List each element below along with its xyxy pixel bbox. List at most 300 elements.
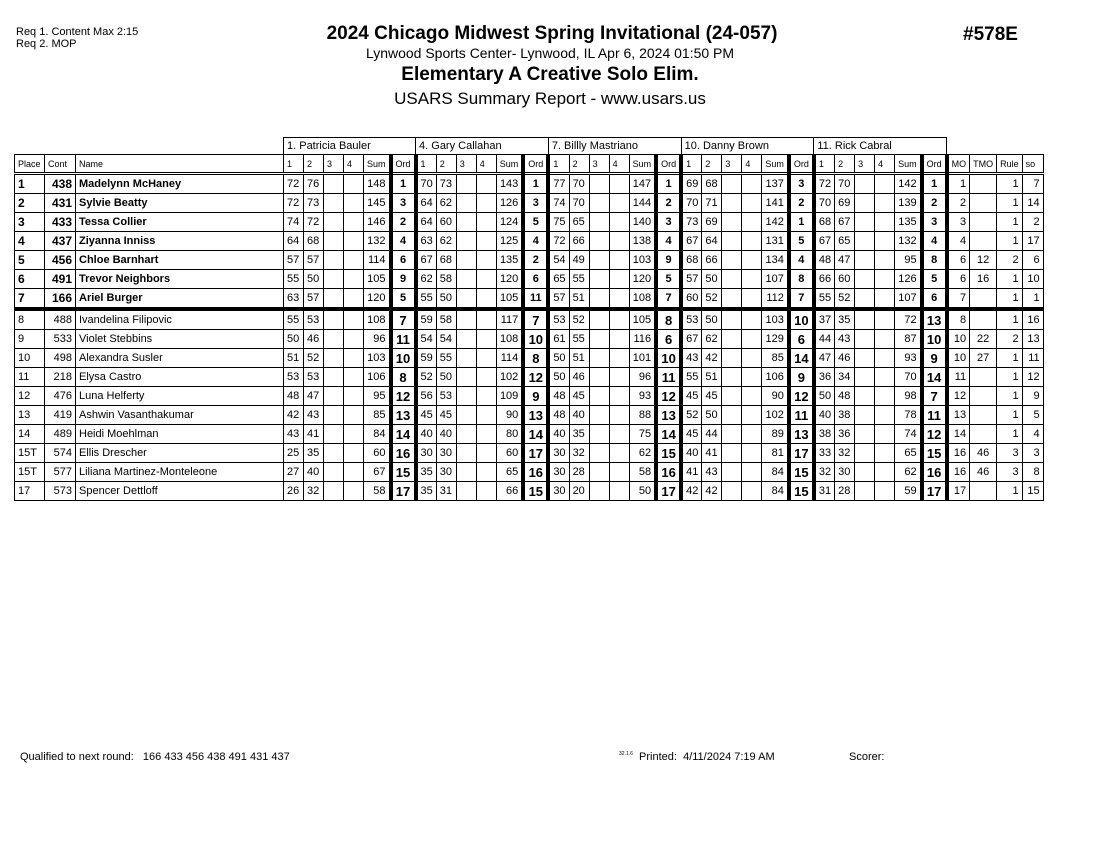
sum-cell: 134 xyxy=(762,251,789,270)
score-cell xyxy=(476,425,496,444)
score-cell: 54 xyxy=(436,330,456,349)
place-cell: 15T xyxy=(15,444,45,463)
mo-cell: 13 xyxy=(947,406,970,425)
cont-cell: 218 xyxy=(45,368,76,387)
judge-name: 1. Patricia Bauler xyxy=(284,138,416,155)
score-cell: 35 xyxy=(569,425,589,444)
score-cell: 20 xyxy=(569,482,589,501)
score-cell xyxy=(456,349,476,368)
mo-cell: 16 xyxy=(947,444,970,463)
col-header-score: Ord xyxy=(922,155,947,174)
score-cell xyxy=(589,482,609,501)
score-cell: 77 xyxy=(548,174,569,194)
ordinal-cell: 4 xyxy=(922,232,947,251)
sum-cell: 112 xyxy=(762,289,789,310)
ordinal-cell: 2 xyxy=(789,194,814,213)
score-cell: 52 xyxy=(416,368,437,387)
cont-cell: 166 xyxy=(45,289,76,310)
score-cell: 42 xyxy=(702,349,722,368)
name-cell: Madelynn McHaney xyxy=(76,174,284,194)
score-cell xyxy=(722,270,742,289)
score-cell: 41 xyxy=(304,425,324,444)
score-cell xyxy=(855,330,875,349)
place-cell: 3 xyxy=(15,213,45,232)
score-cell: 63 xyxy=(284,289,304,310)
score-cell: 42 xyxy=(702,482,722,501)
tmo-cell xyxy=(970,213,997,232)
rule-cell: 2 xyxy=(997,251,1023,270)
score-cell xyxy=(875,349,895,368)
so-cell: 6 xyxy=(1022,251,1043,270)
mo-cell: 1 xyxy=(947,174,970,194)
col-header-score: 3 xyxy=(324,155,344,174)
ordinal-cell: 17 xyxy=(922,482,947,501)
printed-line xyxy=(619,751,775,763)
score-cell xyxy=(742,368,762,387)
sum-cell: 135 xyxy=(496,251,523,270)
ordinal-cell: 12 xyxy=(656,387,681,406)
ordinal-cell: 17 xyxy=(523,444,548,463)
sum-cell: 62 xyxy=(895,463,922,482)
score-cell xyxy=(344,174,364,194)
score-cell xyxy=(609,251,629,270)
score-cell: 40 xyxy=(416,425,437,444)
score-cell xyxy=(476,174,496,194)
sum-cell: 124 xyxy=(496,213,523,232)
score-cell xyxy=(742,349,762,368)
score-cell xyxy=(609,444,629,463)
sum-cell: 88 xyxy=(629,406,656,425)
ordinal-cell: 5 xyxy=(523,213,548,232)
rule-cell: 1 xyxy=(997,174,1023,194)
score-cell: 25 xyxy=(284,444,304,463)
sum-cell: 65 xyxy=(895,444,922,463)
score-cell xyxy=(855,425,875,444)
sum-cell: 105 xyxy=(364,270,391,289)
score-cell: 50 xyxy=(284,330,304,349)
score-cell: 42 xyxy=(284,406,304,425)
col-header-score: 2 xyxy=(702,155,722,174)
ordinal-cell: 8 xyxy=(656,309,681,330)
score-cell: 52 xyxy=(702,289,722,310)
score-cell: 65 xyxy=(835,232,855,251)
score-cell: 51 xyxy=(569,349,589,368)
cont-cell: 574 xyxy=(45,444,76,463)
cont-cell: 433 xyxy=(45,213,76,232)
ordinal-cell: 4 xyxy=(523,232,548,251)
sum-cell: 120 xyxy=(364,289,391,310)
report-title: USARS Summary Report - www.usars.us xyxy=(394,89,706,108)
tmo-cell: 27 xyxy=(970,349,997,368)
ordinal-cell: 16 xyxy=(922,463,947,482)
score-cell: 42 xyxy=(681,482,702,501)
sum-cell: 60 xyxy=(364,444,391,463)
name-cell: Luna Helferty xyxy=(76,387,284,406)
score-cell: 43 xyxy=(835,330,855,349)
col-header-score: Sum xyxy=(364,155,391,174)
score-cell: 50 xyxy=(814,387,835,406)
score-cell xyxy=(875,232,895,251)
score-cell: 66 xyxy=(702,251,722,270)
score-cell xyxy=(476,463,496,482)
sum-cell: 95 xyxy=(364,387,391,406)
score-cell: 67 xyxy=(416,251,437,270)
sum-cell: 109 xyxy=(496,387,523,406)
table-row xyxy=(15,444,1044,463)
judge-header-row xyxy=(15,138,1044,155)
score-cell: 74 xyxy=(284,213,304,232)
score-cell: 52 xyxy=(835,289,855,310)
score-cell xyxy=(589,251,609,270)
tmo-cell: 12 xyxy=(970,251,997,270)
score-cell xyxy=(344,387,364,406)
sum-cell: 66 xyxy=(496,482,523,501)
score-cell xyxy=(324,368,344,387)
ordinal-cell: 16 xyxy=(391,444,416,463)
score-cell: 43 xyxy=(284,425,304,444)
score-cell xyxy=(855,368,875,387)
score-cell xyxy=(609,194,629,213)
so-cell: 16 xyxy=(1022,309,1043,330)
sum-cell: 107 xyxy=(895,289,922,310)
score-cell: 72 xyxy=(304,213,324,232)
ordinal-cell: 6 xyxy=(523,270,548,289)
col-header-score: 3 xyxy=(722,155,742,174)
results-table xyxy=(14,137,1044,501)
score-cell xyxy=(456,309,476,330)
score-cell xyxy=(456,289,476,310)
ordinal-cell: 3 xyxy=(656,213,681,232)
score-cell xyxy=(476,251,496,270)
score-cell: 45 xyxy=(569,387,589,406)
so-cell: 15 xyxy=(1022,482,1043,501)
score-cell xyxy=(476,406,496,425)
place-cell: 15T xyxy=(15,463,45,482)
so-cell: 4 xyxy=(1022,425,1043,444)
score-cell xyxy=(722,289,742,310)
rule-cell: 1 xyxy=(997,309,1023,330)
ordinal-cell: 12 xyxy=(391,387,416,406)
rule-cell: 1 xyxy=(997,349,1023,368)
score-cell xyxy=(456,330,476,349)
sum-cell: 140 xyxy=(629,213,656,232)
score-cell xyxy=(324,232,344,251)
sum-cell: 137 xyxy=(762,174,789,194)
sum-cell: 142 xyxy=(895,174,922,194)
score-cell xyxy=(722,482,742,501)
score-cell xyxy=(324,482,344,501)
score-cell xyxy=(456,270,476,289)
sum-cell: 126 xyxy=(895,270,922,289)
sum-cell: 129 xyxy=(762,330,789,349)
col-header-place: Place xyxy=(15,155,45,174)
score-cell: 70 xyxy=(416,174,437,194)
sum-cell: 72 xyxy=(895,309,922,330)
score-cell: 70 xyxy=(569,194,589,213)
score-cell: 50 xyxy=(436,368,456,387)
score-cell: 33 xyxy=(814,444,835,463)
score-cell: 52 xyxy=(681,406,702,425)
tmo-cell xyxy=(970,425,997,444)
score-cell xyxy=(589,406,609,425)
score-cell xyxy=(456,174,476,194)
ordinal-cell: 11 xyxy=(523,289,548,310)
sum-cell: 132 xyxy=(895,232,922,251)
score-cell xyxy=(456,425,476,444)
score-cell xyxy=(476,349,496,368)
so-cell: 5 xyxy=(1022,406,1043,425)
sum-cell: 145 xyxy=(364,194,391,213)
col-header-cont: Cont xyxy=(45,155,76,174)
score-cell xyxy=(324,213,344,232)
score-cell xyxy=(456,387,476,406)
score-cell xyxy=(324,289,344,310)
score-cell: 65 xyxy=(569,213,589,232)
ordinal-cell: 5 xyxy=(391,289,416,310)
place-cell: 10 xyxy=(15,349,45,368)
col-header-score: 1 xyxy=(681,155,702,174)
score-cell: 56 xyxy=(416,387,437,406)
score-cell: 30 xyxy=(835,463,855,482)
score-cell xyxy=(324,251,344,270)
table-row xyxy=(15,213,1044,232)
ordinal-cell: 11 xyxy=(922,406,947,425)
sum-cell: 116 xyxy=(629,330,656,349)
score-cell: 66 xyxy=(569,232,589,251)
sum-cell: 146 xyxy=(364,213,391,232)
score-cell: 68 xyxy=(814,213,835,232)
tmo-cell xyxy=(970,406,997,425)
tmo-cell xyxy=(970,482,997,501)
place-cell: 7 xyxy=(15,289,45,310)
score-cell: 74 xyxy=(548,194,569,213)
name-cell: Ariel Burger xyxy=(76,289,284,310)
cont-cell: 437 xyxy=(45,232,76,251)
score-cell xyxy=(855,309,875,330)
ordinal-cell: 5 xyxy=(789,232,814,251)
ordinal-cell: 14 xyxy=(656,425,681,444)
sum-cell: 101 xyxy=(629,349,656,368)
score-cell: 45 xyxy=(436,406,456,425)
cont-cell: 456 xyxy=(45,251,76,270)
score-cell: 50 xyxy=(436,289,456,310)
score-cell: 30 xyxy=(416,444,437,463)
mo-cell: 7 xyxy=(947,289,970,310)
score-cell xyxy=(742,174,762,194)
requirement-2: Req 2. MOP xyxy=(16,38,77,50)
ordinal-cell: 1 xyxy=(523,174,548,194)
score-cell: 50 xyxy=(702,309,722,330)
score-cell: 26 xyxy=(284,482,304,501)
rule-cell: 1 xyxy=(997,387,1023,406)
score-cell: 65 xyxy=(548,270,569,289)
score-cell xyxy=(344,213,364,232)
mo-cell: 6 xyxy=(947,251,970,270)
cont-cell: 419 xyxy=(45,406,76,425)
score-cell xyxy=(609,289,629,310)
score-cell: 46 xyxy=(835,349,855,368)
sum-cell: 125 xyxy=(496,232,523,251)
score-cell: 53 xyxy=(548,309,569,330)
col-header-score: 2 xyxy=(304,155,324,174)
score-cell xyxy=(609,425,629,444)
score-cell: 37 xyxy=(814,309,835,330)
place-cell: 17 xyxy=(15,482,45,501)
score-cell xyxy=(589,349,609,368)
rule-cell: 1 xyxy=(997,194,1023,213)
score-cell xyxy=(855,482,875,501)
mo-cell: 3 xyxy=(947,213,970,232)
rule-cell: 1 xyxy=(997,232,1023,251)
place-cell: 14 xyxy=(15,425,45,444)
event-number: #578E xyxy=(963,24,1018,45)
scorer-label: Scorer: xyxy=(849,751,885,763)
score-cell: 70 xyxy=(681,194,702,213)
tmo-cell xyxy=(970,309,997,330)
sum-cell: 50 xyxy=(629,482,656,501)
score-cell: 55 xyxy=(569,330,589,349)
place-cell: 2 xyxy=(15,194,45,213)
score-cell: 36 xyxy=(814,368,835,387)
score-cell xyxy=(722,349,742,368)
score-cell: 53 xyxy=(436,387,456,406)
score-cell xyxy=(589,387,609,406)
score-cell xyxy=(324,270,344,289)
so-cell: 9 xyxy=(1022,387,1043,406)
score-cell: 64 xyxy=(416,213,437,232)
score-cell: 32 xyxy=(814,463,835,482)
col-header-score: 4 xyxy=(609,155,629,174)
score-cell: 68 xyxy=(681,251,702,270)
sum-cell: 70 xyxy=(895,368,922,387)
score-cell: 58 xyxy=(436,309,456,330)
col-header-score: 3 xyxy=(456,155,476,174)
sum-cell: 84 xyxy=(762,463,789,482)
score-cell: 55 xyxy=(284,270,304,289)
score-cell: 68 xyxy=(304,232,324,251)
score-cell xyxy=(875,270,895,289)
ordinal-cell: 14 xyxy=(789,349,814,368)
ordinal-cell: 13 xyxy=(523,406,548,425)
table-row xyxy=(15,330,1044,349)
score-cell xyxy=(875,425,895,444)
score-cell xyxy=(589,232,609,251)
score-cell xyxy=(344,270,364,289)
score-cell xyxy=(855,463,875,482)
ordinal-cell: 9 xyxy=(391,270,416,289)
cont-cell: 577 xyxy=(45,463,76,482)
score-cell xyxy=(609,213,629,232)
cont-cell: 431 xyxy=(45,194,76,213)
so-cell: 14 xyxy=(1022,194,1043,213)
score-cell xyxy=(855,349,875,368)
tmo-cell xyxy=(970,232,997,251)
score-cell xyxy=(875,309,895,330)
score-cell: 30 xyxy=(436,463,456,482)
sum-cell: 102 xyxy=(762,406,789,425)
score-cell: 57 xyxy=(284,251,304,270)
score-cell xyxy=(589,368,609,387)
sum-cell: 120 xyxy=(496,270,523,289)
sum-cell: 87 xyxy=(895,330,922,349)
cont-cell: 438 xyxy=(45,174,76,194)
score-cell xyxy=(344,330,364,349)
sum-cell: 78 xyxy=(895,406,922,425)
ordinal-cell: 11 xyxy=(789,406,814,425)
table-row xyxy=(15,289,1044,310)
sum-cell: 62 xyxy=(629,444,656,463)
score-cell: 35 xyxy=(416,463,437,482)
sum-cell: 117 xyxy=(496,309,523,330)
ordinal-cell: 2 xyxy=(523,251,548,270)
score-cell xyxy=(476,213,496,232)
score-cell: 48 xyxy=(835,387,855,406)
score-cell: 45 xyxy=(681,387,702,406)
score-cell: 53 xyxy=(681,309,702,330)
ordinal-cell: 2 xyxy=(391,213,416,232)
col-header-score: 2 xyxy=(569,155,589,174)
ordinal-cell: 6 xyxy=(391,251,416,270)
mo-cell: 6 xyxy=(947,270,970,289)
score-cell: 40 xyxy=(436,425,456,444)
score-cell: 31 xyxy=(814,482,835,501)
sum-cell: 106 xyxy=(762,368,789,387)
ordinal-cell: 6 xyxy=(656,330,681,349)
score-cell xyxy=(589,270,609,289)
score-cell xyxy=(324,309,344,330)
score-cell: 47 xyxy=(814,349,835,368)
score-cell: 45 xyxy=(681,425,702,444)
score-cell: 46 xyxy=(304,330,324,349)
judge-name: 10. Danny Brown xyxy=(681,138,814,155)
ordinal-cell: 9 xyxy=(656,251,681,270)
score-cell xyxy=(344,482,364,501)
score-cell: 52 xyxy=(304,349,324,368)
ordinal-cell: 13 xyxy=(789,425,814,444)
ordinal-cell: 7 xyxy=(656,289,681,310)
name-cell: Ellis Drescher xyxy=(76,444,284,463)
score-cell xyxy=(456,251,476,270)
sum-cell: 96 xyxy=(364,330,391,349)
score-cell xyxy=(589,309,609,330)
score-cell xyxy=(456,194,476,213)
score-cell xyxy=(324,387,344,406)
ordinal-cell: 2 xyxy=(922,194,947,213)
score-cell xyxy=(456,213,476,232)
score-cell: 48 xyxy=(284,387,304,406)
score-cell: 54 xyxy=(416,330,437,349)
sum-cell: 126 xyxy=(496,194,523,213)
score-cell: 51 xyxy=(569,289,589,310)
score-cell xyxy=(476,289,496,310)
score-cell: 48 xyxy=(548,406,569,425)
col-header-score: 1 xyxy=(814,155,835,174)
so-cell: 11 xyxy=(1022,349,1043,368)
name-cell: Trevor Neighbors xyxy=(76,270,284,289)
qualified-label: Qualified to next round: xyxy=(20,751,134,763)
column-header-row xyxy=(15,155,1044,174)
col-header-score: 4 xyxy=(875,155,895,174)
score-cell: 68 xyxy=(436,251,456,270)
event-name: Elementary A Creative Solo Elim. xyxy=(401,64,699,85)
name-cell: Sylvie Beatty xyxy=(76,194,284,213)
table-row xyxy=(15,194,1044,213)
ordinal-cell: 7 xyxy=(922,387,947,406)
sum-cell: 93 xyxy=(895,349,922,368)
score-cell: 70 xyxy=(569,174,589,194)
score-cell: 40 xyxy=(681,444,702,463)
score-cell xyxy=(344,232,364,251)
